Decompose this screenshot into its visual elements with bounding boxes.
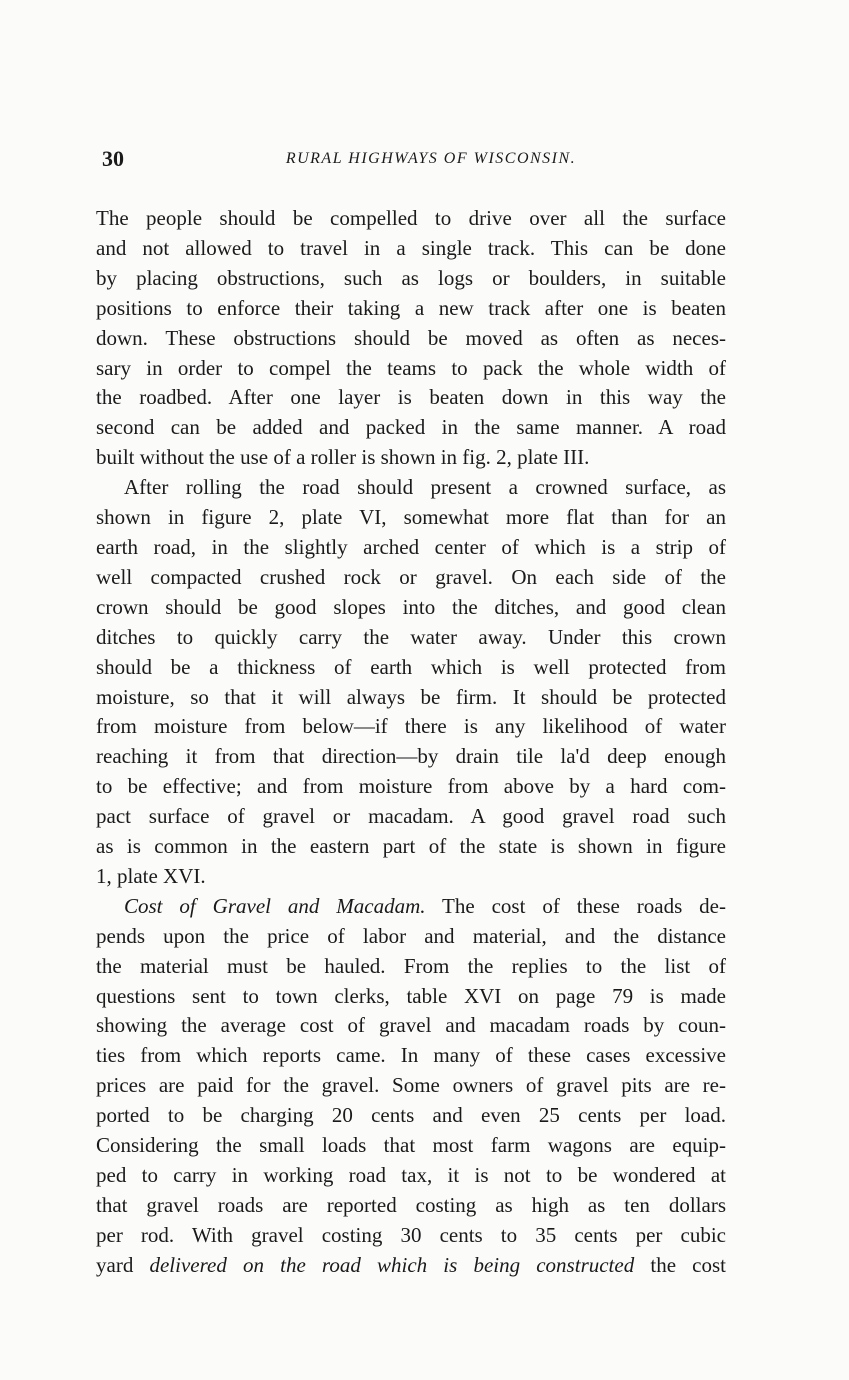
- running-title: RURAL HIGHWAYS OF WISCONSIN.: [285, 150, 577, 167]
- text-line: shown in figure 2, plate VI, somewhat more flat than for an: [96, 505, 726, 530]
- text-line: as is common in the eastern part of the state is shown in figure: [96, 834, 726, 859]
- text-line: well compacted crushed rock or gravel. On each side of the: [96, 564, 726, 589]
- text-line: the material must be hauled. From the replies to the list of: [96, 953, 726, 978]
- text-line: After rolling the road should present a crowned surface, as: [124, 475, 726, 500]
- text-line: prices are paid for the gravel. Some owners of gravel pits are re-: [96, 1073, 726, 1098]
- text-line: sary in order to compel the teams to pack the whole width of: [96, 355, 726, 380]
- text-fragment: The cost of these roads de-: [442, 893, 726, 918]
- text-line: ditches to quickly carry the water away. Under this crown: [96, 624, 726, 649]
- text-fragment: yard: [96, 1252, 134, 1277]
- paragraph-1: [96, 204, 726, 473]
- text-line: the roadbed. After one layer is beaten down in this way the: [96, 385, 726, 410]
- text-line: second can be added and packed in the same manner. A road: [96, 415, 726, 440]
- text-line: moisture, so that it will always be firm. It should be protected: [96, 684, 726, 709]
- text-line: that gravel roads are reported costing as high as ten dollars: [96, 1192, 726, 1217]
- text-line: reaching it from that direction—by drain tile la'd deep enough: [96, 744, 726, 769]
- book-page: [96, 146, 726, 1281]
- text-fragment: the cost: [650, 1252, 727, 1277]
- text-line: from moisture from below—if there is any likelihood of water: [96, 714, 726, 739]
- text-line: pends upon the price of labor and material, and the distance: [96, 923, 726, 948]
- text-line: 1, plate XVI.: [96, 863, 206, 888]
- text-line: [96, 1251, 726, 1281]
- paragraph-2: [96, 473, 726, 892]
- text-line: The people should be compelled to drive over all the surface: [96, 206, 726, 230]
- text-line: and not allowed to travel in a single track. This can be done: [96, 235, 726, 260]
- text-line: to be effective; and from moisture from above by a hard com-: [96, 774, 726, 799]
- text-line: by placing obstructions, such as logs or boulders, in suitable: [96, 265, 726, 290]
- text-line: ped to carry in working road tax, it is not to be wondered at: [96, 1163, 726, 1187]
- text-line: crown should be good slopes into the ditches, and good clean: [96, 594, 726, 619]
- text-line: showing the average cost of gravel and macadam roads by coun-: [96, 1013, 726, 1038]
- text-line: ties from which reports came. In many of these cases excessive: [96, 1043, 726, 1068]
- text-line: per rod. With gravel costing 30 cents to 35 cents per cubic: [96, 1222, 726, 1247]
- text-line: ported to be charging 20 cents and even 25 cents per load.: [96, 1103, 726, 1128]
- running-head: [96, 146, 726, 178]
- paragraph-3: [96, 892, 726, 1281]
- body-text: [96, 204, 726, 1281]
- italic-phrase: delivered on the road which is being constructed: [149, 1252, 635, 1277]
- section-heading: Cost of Gravel and Macadam.: [124, 893, 426, 918]
- text-line: built without the use of a roller is shown in fig. 2, plate III.: [96, 445, 590, 470]
- text-line: pact surface of gravel or macadam. A good gravel road such: [96, 804, 726, 829]
- text-line: Considering the small loads that most farm wagons are equip-: [96, 1133, 726, 1158]
- text-line: positions to enforce their taking a new track after one is beaten: [96, 295, 726, 320]
- text-line: down. These obstructions should be moved as often as neces-: [96, 325, 726, 350]
- text-line: earth road, in the slightly arched center of which is a strip of: [96, 534, 726, 559]
- text-line: questions sent to town clerks, table XVI on page 79 is made: [96, 983, 726, 1008]
- page-number: 30: [102, 146, 124, 171]
- text-line: [96, 892, 726, 922]
- text-line: should be a thickness of earth which is well protected from: [96, 654, 726, 679]
